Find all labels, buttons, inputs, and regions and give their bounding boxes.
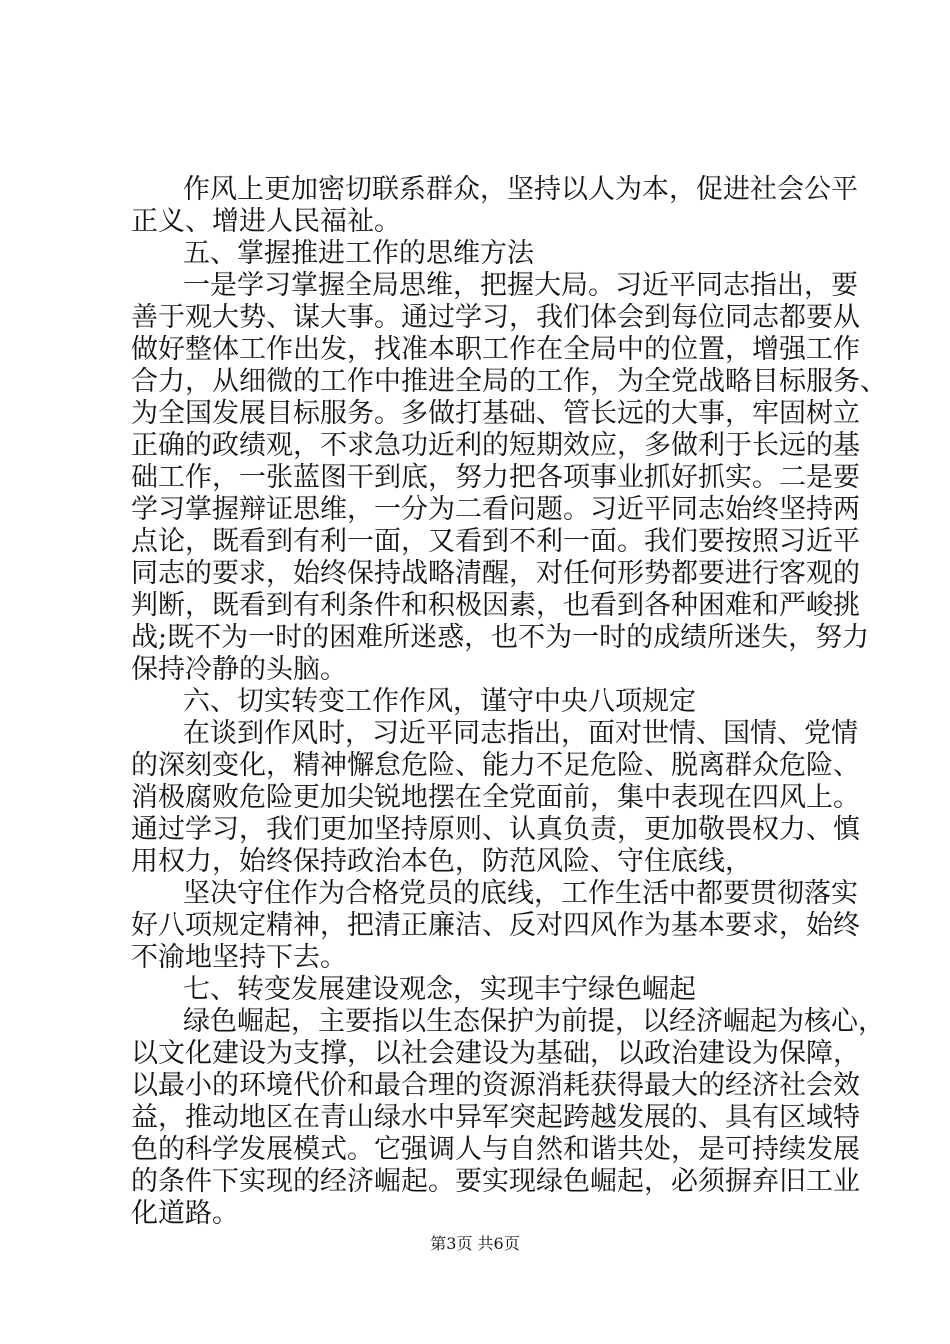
text-line: 色的科学发展模式。它强调人与自然和谐共处，是可持续发展 — [131, 1134, 860, 1165]
text-line: 一是学习掌握全局思维，把握大局。习近平同志指出，要 — [183, 270, 858, 301]
text-line: 绿色崛起，主要指以生态保护为前提，以经济崛起为核心， — [183, 1006, 885, 1037]
text-line: 保持冷静的头脑。 — [131, 654, 347, 685]
text-line: 学习掌握辩证思维，一分为二看问题。习近平同志始终坚持两 — [131, 494, 860, 525]
text-line: 不渝地坚持下去。 — [131, 942, 347, 973]
page-number-footer: 第3页 共6页 — [430, 1234, 520, 1253]
text-line: 用权力，始终保持政治本色，防范风险、守住底线， — [131, 846, 752, 877]
text-line: 通过学习，我们更加坚持原则、认真负责，更加敬畏权力、慎 — [131, 814, 860, 845]
text-line: 以最小的环境代价和最合理的资源消耗获得最大的经济社会效 — [131, 1070, 860, 1101]
text-line: 作风上更加密切联系群众，坚持以人为本，促进社会公平 — [183, 174, 858, 205]
section-heading: 七、转变发展建设观念，实现丰宁绿色崛起 — [183, 974, 696, 1005]
text-line: 以文化建设为支撑，以社会建设为基础，以政治建设为保障， — [131, 1038, 860, 1069]
text-line: 点论，既看到有利一面，又看到不利一面。我们要按照习近平 — [131, 526, 860, 557]
text-line: 益，推动地区在青山绿水中异军突起跨越发展的、具有区域特 — [131, 1102, 860, 1133]
text-line: 础工作，一张蓝图干到底，努力把各项事业抓好抓实。二是要 — [131, 462, 860, 493]
text-line: 好八项规定精神，把清正廉洁、反对四风作为基本要求，始终 — [131, 910, 860, 941]
text-line: 为全国发展目标服务。多做打基础、管长远的大事，牢固树立 — [131, 398, 860, 429]
text-line: 善于观大势、谋大事。通过学习，我们体会到每位同志都要从 — [131, 302, 860, 333]
text-line: 化道路。 — [131, 1198, 239, 1229]
text-line: 做好整体工作出发，找准本职工作在全局中的位置，增强工作 — [131, 334, 860, 365]
section-heading: 五、掌握推进工作的思维方法 — [183, 238, 534, 269]
text-line: 正确的政绩观，不求急功近利的短期效应，多做利于长远的基 — [131, 430, 860, 461]
text-line: 判断，既看到有利条件和积极因素，也看到各种困难和严峻挑 — [131, 590, 860, 621]
text-line: 正义、增进人民福祉。 — [131, 206, 401, 237]
text-line: 坚决守住作为合格党员的底线，工作生活中都要贯彻落实 — [183, 878, 858, 909]
section-heading: 六、切实转变工作作风，谨守中央八项规定 — [183, 686, 696, 717]
text-line: 的条件下实现的经济崛起。要实现绿色崛起，必须摒弃旧工业 — [131, 1166, 860, 1197]
text-line: 在谈到作风时，习近平同志指出，面对世情、国情、党情 — [183, 718, 858, 749]
text-line: 的深刻变化，精神懈怠危险、能力不足危险、脱离群众危险、 — [131, 750, 860, 781]
text-line: 消极腐败危险更加尖锐地摆在全党面前，集中表现在四风上。 — [131, 782, 860, 813]
text-line: 合力，从细微的工作中推进全局的工作，为全党战略目标服务、 — [131, 366, 887, 397]
text-line: 同志的要求，始终保持战略清醒，对任何形势都要进行客观的 — [131, 558, 860, 589]
text-line: 战;既不为一时的困难所迷惑，也不为一时的成绩所迷失，努力 — [131, 622, 870, 653]
